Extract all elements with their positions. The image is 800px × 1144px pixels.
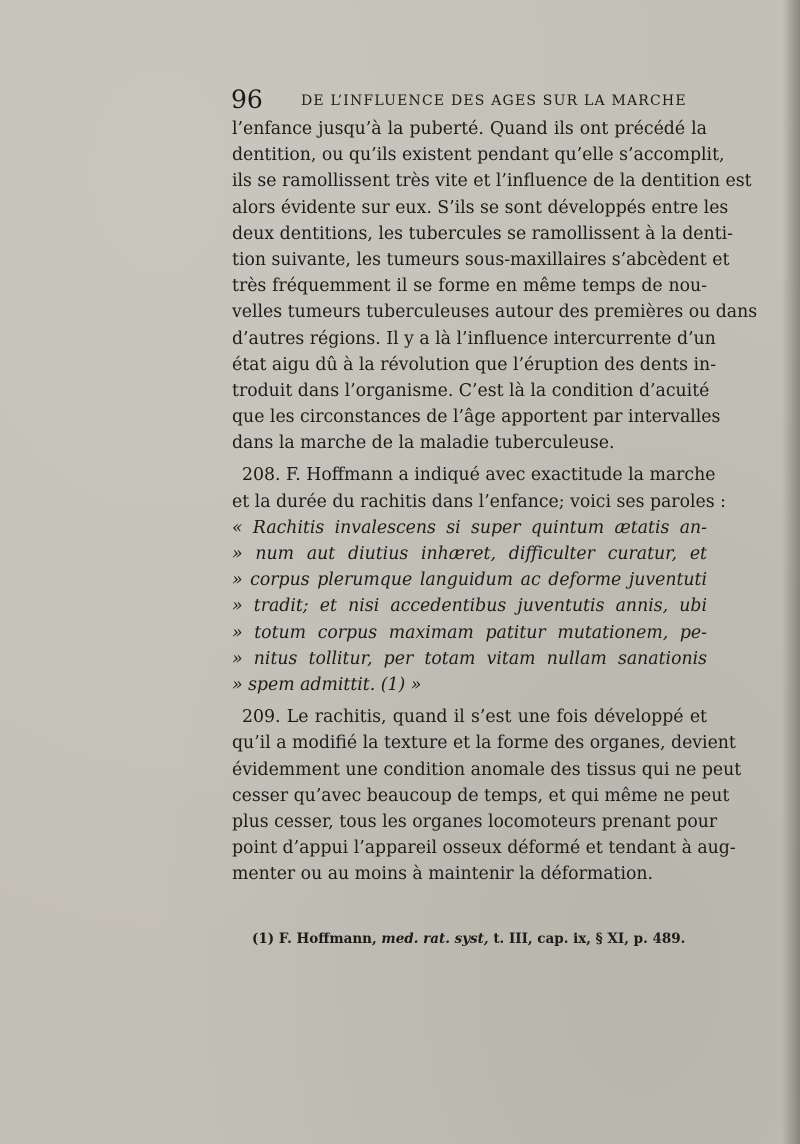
- body-text: [232, 116, 758, 887]
- text-line: tion suivante, les tumeurs sous-maxillaires s’abcèdent et: [232, 249, 730, 270]
- text-line: ils se ramollissent très vite et l’influence de la dentition est: [232, 171, 752, 192]
- text-line: troduit dans l’organisme. C’est là la condition d’acuité: [232, 380, 710, 401]
- text-line: deux dentitions, les tubercules se ramollissent à la denti-: [232, 223, 733, 244]
- quote-line: » corpus plerumque languidum ac deforme juventuti: [232, 570, 707, 591]
- text-line: très fréquemment il se forme en même temps de nou-: [232, 276, 707, 297]
- quote-line: « Rachitis invalescens si super quintum ætatis an-: [232, 517, 707, 538]
- quote-line: » totum corpus maximam patitur mutationem, pe-: [232, 622, 707, 643]
- latin-quote: [232, 515, 707, 698]
- text-line: alors évidente sur eux. S’ils se sont développés entre les: [232, 197, 729, 218]
- paragraph-1: [232, 116, 758, 456]
- text-line: point d’appui l’appareil osseux déformé et tendant à aug-: [232, 838, 736, 859]
- running-head: DE L’INFLUENCE DES AGES SUR LA MARCHE: [301, 93, 687, 109]
- paragraph-3: [232, 704, 742, 887]
- footnote-reference: t. III, cap. ix, § XI, p. 489.: [493, 931, 686, 947]
- text-line: d’autres régions. Il y a là l’influence intercurrente d’un: [232, 328, 716, 349]
- text-line: plus cesser, tous les organes locomoteurs prenant pour: [232, 811, 718, 832]
- text-line: 209. Le rachitis, quand il s’est une fois développé et: [242, 707, 707, 728]
- page-header: [231, 86, 691, 114]
- page-edge-shadow: [782, 0, 800, 1144]
- page-number: 96: [231, 85, 263, 114]
- text-line: et la durée du rachitis dans l’enfance; voici ses paroles :: [232, 491, 726, 512]
- text-line: qu’il a modifié la texture et la forme des organes, devient: [232, 733, 736, 754]
- footnote-title: med. rat. syst,: [381, 931, 489, 947]
- text-line: dentition, ou qu’ils existent pendant qu’elle s’accomplit,: [232, 145, 725, 166]
- quote-line: » spem admittit. (1) »: [232, 674, 422, 695]
- text-line: l’enfance jusqu’à la puberté. Quand ils ont précédé la: [232, 119, 707, 139]
- text-line: velles tumeurs tuberculeuses autour des premières ou dans: [232, 302, 758, 323]
- text-line: état aigu dû à la révolution que l’éruption des dents in-: [232, 354, 717, 375]
- text-line: menter ou au moins à maintenir la déformation.: [232, 864, 654, 885]
- footnote-marker: (1) F. Hoffmann,: [252, 931, 377, 947]
- text-line: 208. F. Hoffmann a indiqué avec exactitude la marche: [242, 465, 716, 486]
- paragraph-2: [232, 462, 726, 514]
- text-line: dans la marche de la maladie tuberculeuse.: [232, 433, 615, 454]
- text-line: que les circonstances de l’âge apportent par intervalles: [232, 407, 721, 428]
- quote-line: » tradit; et nisi accedentibus juventutis annis, ubi: [232, 596, 707, 617]
- text-line: évidemment une condition anomale des tissus qui ne peut: [232, 759, 742, 780]
- text-line: cesser qu’avec beaucoup de temps, et qui même ne peut: [232, 785, 730, 806]
- quote-line: » nitus tollitur, per totam vitam nullam sanationis: [232, 648, 707, 669]
- quote-line: » num aut diutius inhæret, difficulter curatur, et: [232, 544, 707, 564]
- footnote: [252, 930, 685, 948]
